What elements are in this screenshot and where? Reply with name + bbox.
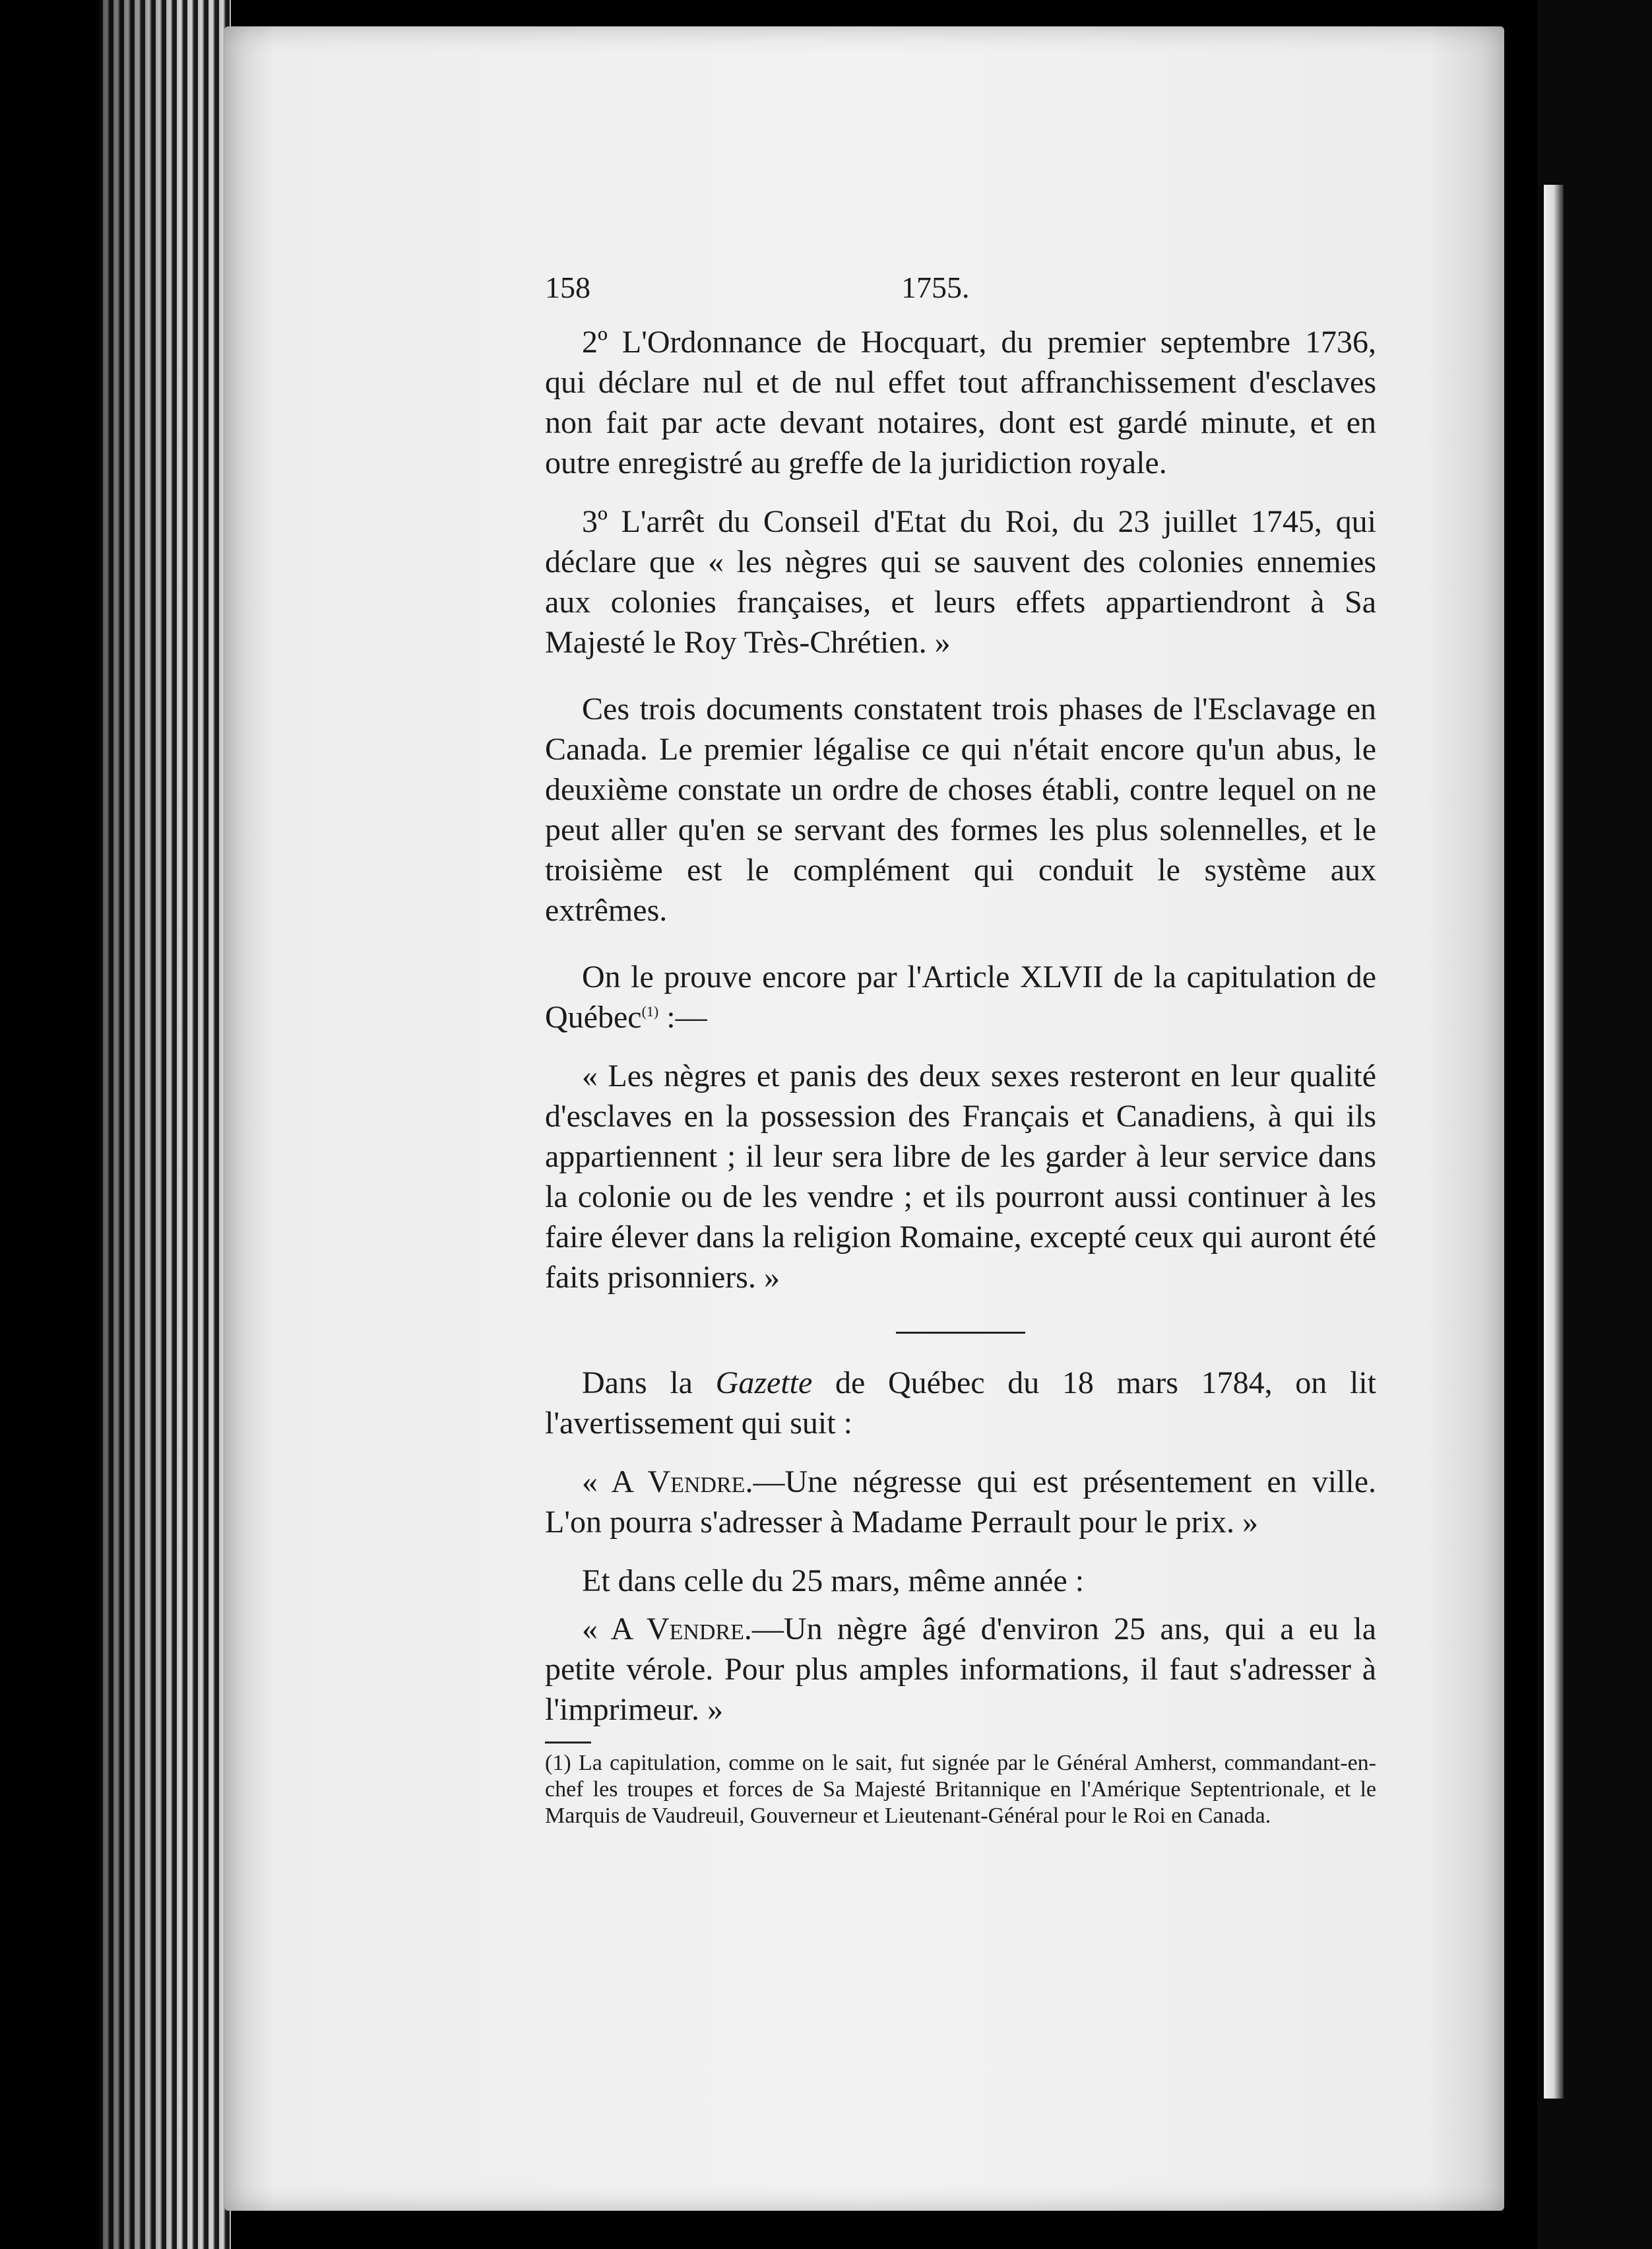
advert1-open: « A [582, 1464, 648, 1499]
gazette-title: Gazette [715, 1365, 813, 1400]
advert2-rest: .—Un nègre âgé d'environ 25 ans, qui a eu la petite vérole. Pour plus amples informations, il faut s'adresser à l'imprimeur. » [545, 1612, 1376, 1727]
facing-page-edge [1544, 185, 1564, 2099]
paragraph-capitulation-quote: « Les nègres et panis des deux sexes resteront en leur qualité d'esclaves en la possession des Français et Canadiens, à qui ils appartiennent ; il leur sera libre de les garder à leur service dans la colonie ou de les vendre ; et ils pourront aussi continuer à les faire élever dans la religion Romaine, excepté ceux qui auront été faits prisonniers. » [545, 1059, 1376, 1295]
page-edges-shadow [99, 0, 231, 2249]
advert-negresse [545, 1462, 1376, 1542]
paragraph-trois-documents: Ces trois documents constatent trois phases de l'Esclavage en Canada. Le premier légalise ce qui n'était encore qu'un abus, le deuxième constate un ordre de choses établi, contre lequel on ne peut aller qu'en se servant des formes les plus solennelles, et le troisième est le complément qui conduit le système aux extrêmes. [545, 692, 1376, 928]
advert1-caps: Vendre [647, 1464, 746, 1499]
article-text: On le prouve encore par l'Article XLVII de la capitulation de Québec [545, 960, 1376, 1035]
running-head: 1755. [901, 271, 970, 304]
advert2-open: « A [582, 1612, 647, 1646]
paragraph-gazette [545, 1363, 1376, 1443]
paragraph-article-xlvii [545, 957, 1376, 1037]
footnote-rule [545, 1742, 591, 1744]
advert2-caps: Vendre [646, 1612, 744, 1646]
gazette-after: de Québec du 18 mars 1784, on lit l'avertissement qui suit : [545, 1365, 1376, 1441]
paragraph-arret: 3º L'arrêt du Conseil d'Etat du Roi, du 23 juillet 1745, qui déclare que « les nègres qui se sauvent des colonies ennemies aux colonies françaises, et leurs effets appartiendront à Sa Majesté le Roy Très-Chrétien. » [545, 504, 1376, 660]
footnote-ref: (1) [641, 1003, 659, 1020]
page-text-block [545, 267, 1376, 1829]
advert-negre [545, 1609, 1376, 1730]
page-number: 158 [545, 271, 590, 304]
paragraph-ordonnance: 2º L'Ordonnance de Hocquart, du premier septembre 1736, qui déclare nul et de nul effet tout affranchissement d'esclaves non fait par acte devant notaires, dont est gardé minute, et en outre enregistré au greffe de la juridiction royale. [545, 325, 1376, 480]
gazette-before: Dans la [582, 1365, 716, 1400]
article-tail: :— [658, 1000, 707, 1035]
paragraph-25-mars: Et dans celle du 25 mars, même année : [582, 1563, 1085, 1598]
page-header [545, 267, 1376, 308]
footnote: (1) La capitulation, comme on le sait, fut signée par le Général Amherst, commandant-en-chef les troupes et forces de Sa Majesté Britannique en l'Amérique Septentrionale, et le Marquis de Vaudreuil, Gouverneur et Lieutenant-Général pour le Roi en Canada. [545, 1751, 1376, 1828]
advert1-rest: .—Une négresse qui est présentement en ville. L'on pourra s'adresser à Madame Perrault pour le prix. » [545, 1464, 1377, 1540]
section-divider [896, 1332, 1025, 1334]
